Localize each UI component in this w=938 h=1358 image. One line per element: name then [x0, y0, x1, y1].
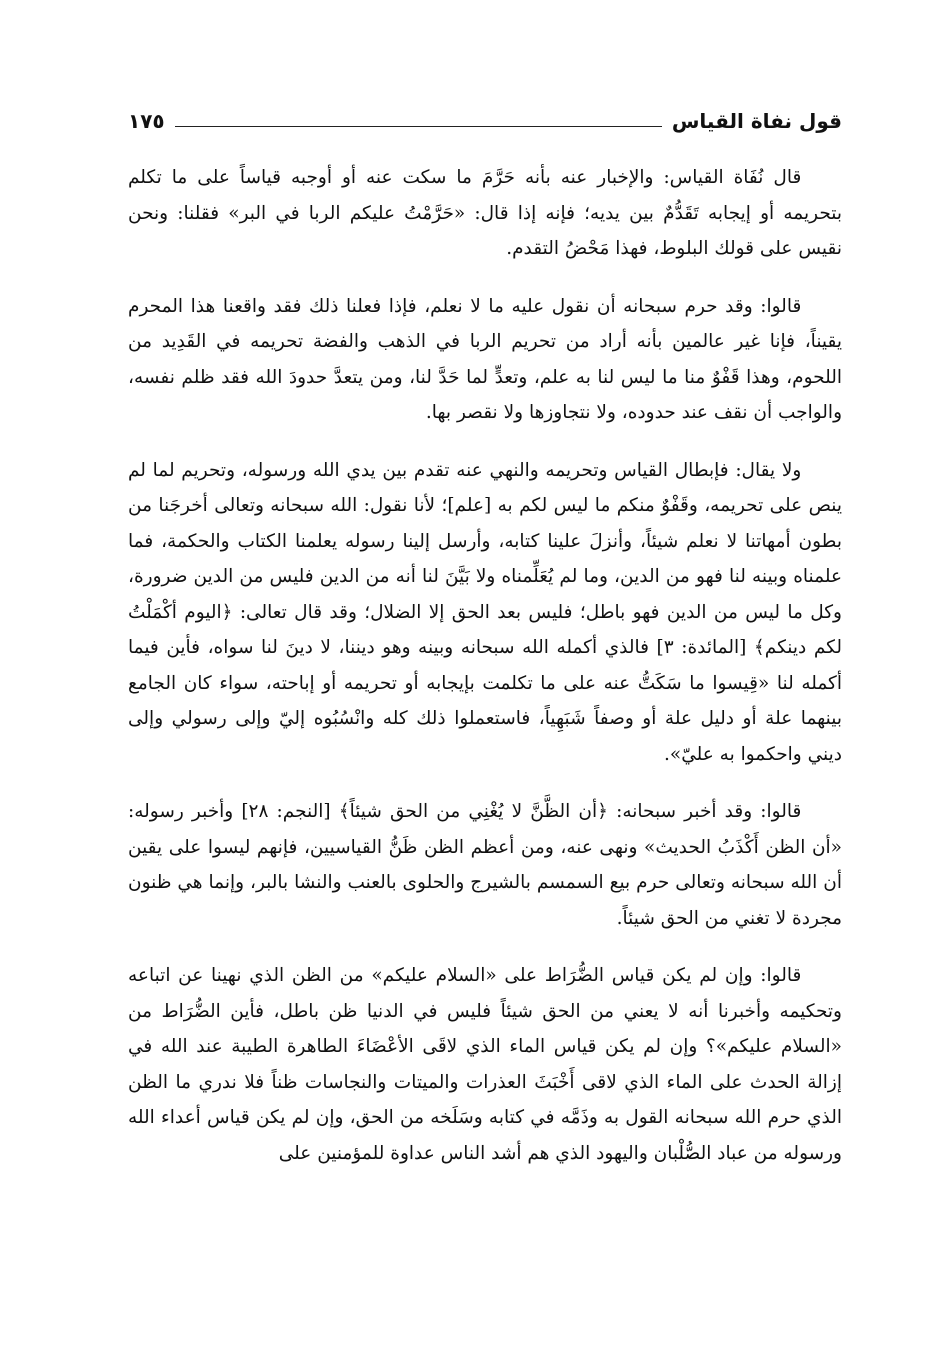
- header-rule: [175, 126, 662, 127]
- paragraph-1: قال نُفَاة القياس: والإخبار عنه بأنه حَرَّمَ ما سكت عنه أو أوجبه قياساً على ما تكلم بتحريمه أو إيجابه تَقَدُّمٌ بين يديه؛ فإنه إذا قال: «حَرَّمْتُ عليكم الربا في البر» فقلنا: ونحن نقيس على قولك البلوط، فهذا مَحْضُ التقدم.: [128, 167, 842, 259]
- body-text: [128, 160, 842, 1193]
- running-header: [128, 104, 842, 134]
- running-title: قول نفاة القياس: [671, 109, 842, 133]
- paragraph-2: قالوا: وقد حرم سبحانه أن نقول عليه ما لا نعلم، فإذا فعلنا ذلك فقد واقعنا هذا المحرم يقيناً، فإنا غير عالمين بأنه أراد من تحريم الربا في الذهب والفضة تحريمه في القَدِيد من اللحوم، وهذا قَفْوٌ منا ما ليس لنا به علم، وتعدٍّ لما حَدَّ لنا، ومن يتعدَّ حدودَ الله فقد ظلم نفسه، والواجب أن نقف عند حدوده، ولا نتجاوزها ولا نقصر بها.: [128, 295, 842, 423]
- paragraph-3: ولا يقال: فإبطال القياس وتحريمه والنهي عنه تقدم بين يدي الله ورسوله، وتحريم لما لم ينص على تحريمه، وقَفْوٌ منكم ما ليس لكم به [علم]؛ لأنا نقول: الله سبحانه وتعالى أخرجَنا من بطون أمهاتنا لا نعلم شيئاً، وأنزلَ علينا كتابه، وأرسل إلينا رسوله يعلمنا الكتاب والحكمة، فما علمناه وبينه لنا فهو من الدين، وما لم يُعَلِّمناه ولا بَيَّنَ لنا أنه من الدين فليس من الدين ضرورة، وكل ما ليس من الدين فهو باطل؛ فليس بعد الحق إلا الضلال؛ وقد قال تعالى: ﴿اليوم أكْمَلْتُ لكم دينكم﴾ [المائدة: ٣] فالذي أكمله الله سبحانه وبينه وهو ديننا، لا دينَ لنا سواه، فأين فيما أكمله لنا «قِيسوا ما سَكَتُّ عنه على ما تكلمت بإيجابه أو تحريمه أو إباحته، سواء كان الجامع بينهما علة أو دليل علة أو وصفاً شَبَهِياً، فاستعملوا ذلك كله وانْسُبُوه إليّ وإلى رسولي وإلى ديني واحكموا به عليّ».: [128, 459, 842, 765]
- page-number: ١٧٥: [128, 109, 165, 133]
- paragraph-5: قالوا: وإن لم يكن قياس الضُّرَاط على «السلام عليكم» من الظن الذي نهينا عن اتباعه وتحكيمه وأخبرنا أنه لا يعني من الحق شيئاً فليس في الدنيا ظن باطل، فأين الضُّرَاط من «السلام عليكم»؟ وإن لم يكن قياس الماء الذي لاقَى الأعْضَاءَ الطاهرة الطيبة عند الله في إزالة الحدث على الماء الذي لاقى أَخْبَثَ العذرات والميتات والنجاسات ظناً فلا ندري ما الظن الذي حرم الله سبحانه القول به وذَمَّه في كتابه وسَلَخه من الحق، وإن لم يكن قياس أعداء الله ورسوله من عباد الصُّلْبان واليهود الذي هم أشد الناس عداوة للمؤمنين على: [128, 965, 842, 1164]
- paragraph-4: قالوا: وقد أخبر سبحانه: ﴿أن الظَّنَّ لا يُغْنِي من الحق شيئاً﴾ [النجم: ٢٨] وأخبر رسوله: «أن الظن أَكْذَبُ الحديث» ونهى عنه، ومن أعظم الظن ظَنُّ القياسيين، فإنهم ليسوا على يقين أن الله سبحانه وتعالى حرم بيع السمسم بالشيرج والحلوى بالعنب والنشا بالبر، وإنما هي ظنون مجردة لا تغني من الحق شيئاً.: [128, 801, 842, 929]
